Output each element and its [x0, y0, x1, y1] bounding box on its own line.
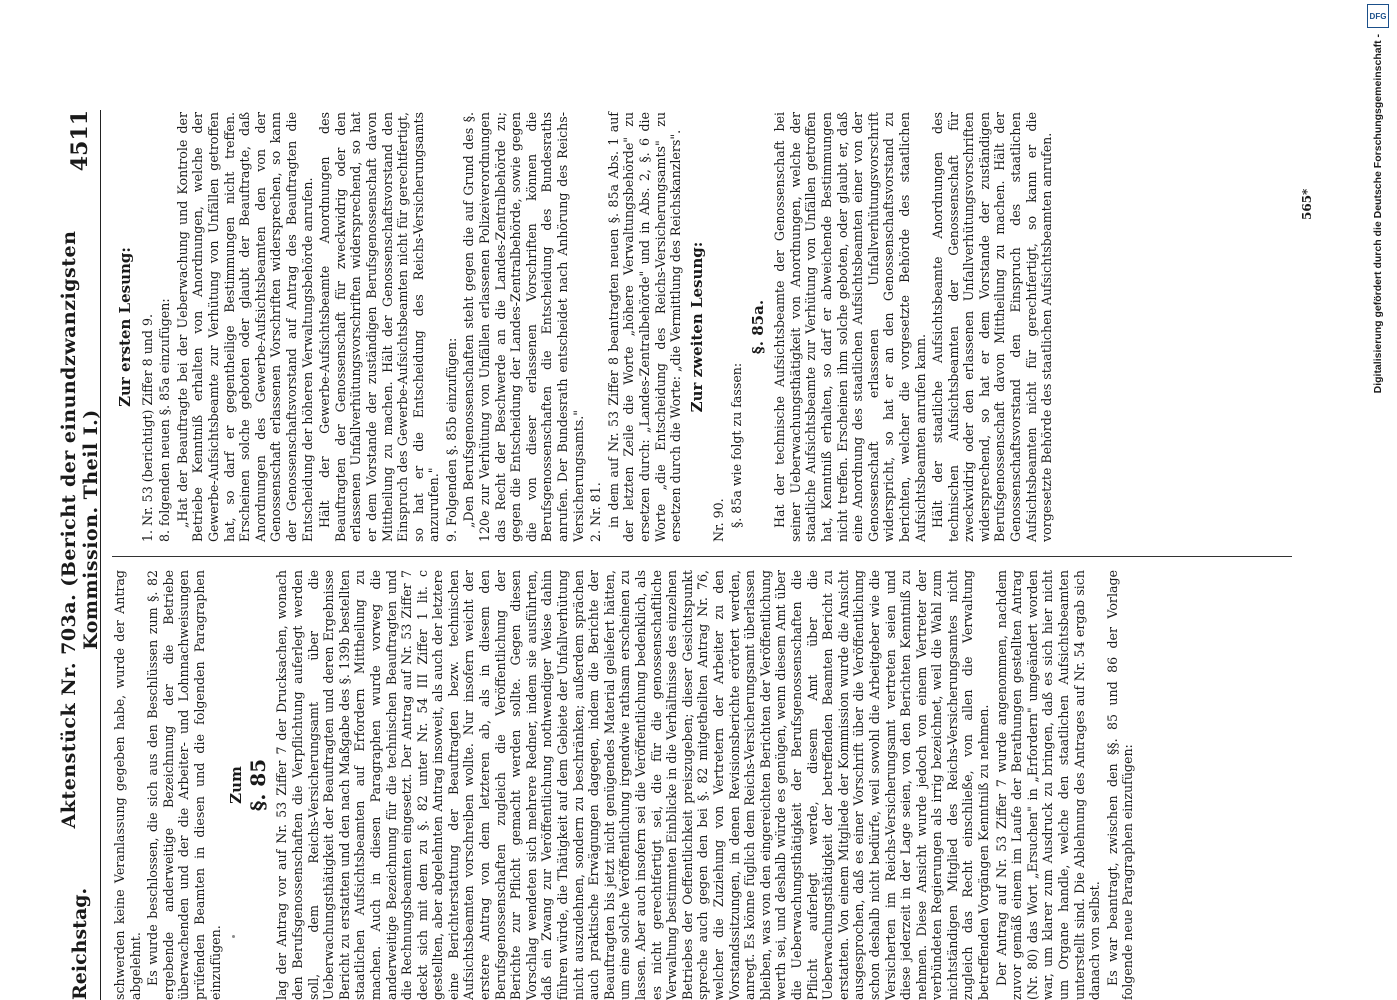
paragraph: „Den Berufsgenossenschaften steht gegen die auf Grund des §. 120e zur Verhütung von Unfällen erlassenen Polizeiverordnungen das Recht der Beschwerde an die Landes-Zentralbehörde zu; gegen die Entscheidung der Landes-Zentralbehörde, sowie gegen die von dieser erlassenen Vorschriften können die Berufsgenossenschaften die Entscheidung des Bundesraths anrufen. Der Bundesrath entscheidet nach Anhörung des Reichs-Versicherungsamts."	[461, 112, 586, 542]
rotated-page	[60, 110, 1350, 1000]
paragraph: in dem auf Nr. 53 Ziffer 8 beantragten neuen §. 85a Abs. 1 auf der letzten Zeile die Worte „höhere Verwaltungsbehörde" zu ersetzen durch: „Landes-Zentralbehörde" und in Abs. 2, §. 6 die Worte „die Entscheidung des Reichs-Versicherungsamts" zu ersetzen durch die Worte: „die Vermittlung des Reichskanzlers".	[605, 112, 684, 542]
page-header	[60, 110, 101, 1000]
digitization-credit: Digitalisierung gefördert durch die Deutsche Forschungsgemeinschaft -	[1372, 34, 1384, 394]
heading-second-reading: Zur zweiten Lesung:	[687, 241, 706, 413]
paragraph: Es wurde beschlossen, die sich aus den Beschlüssen zum §. 82 ergebende anderweitige Bezeichnung der die Betriebe überwachenden und der die Arbeiter- und Lohnnachweisungen prüfenden Beamten in diesen und die folgenden Paragraphen einzufügen.	[145, 570, 223, 1000]
heading-first-reading: Zur ersten Lesung:	[116, 247, 134, 407]
paragraph: Hält der Gewerbe-Aufsichtsbeamte Anordnungen des Beauftragten der Genossenschaft für zweckwidrig oder den erlassenen Unfallverhütungsvorschriften widersprechend, so hat er dem Vorstande der zuständigen Berufsgenossenschaft davon Mittheilung zu machen. Hält der Genossenschaftsvorstand den Einspruch des Gewerbe-Aufsichtsbeamten nicht für gerechtfertigt, so hat er die Entscheidung des Reichs-Versicherungsamts anzurufen."	[317, 112, 442, 542]
dfg-logo: DFG	[1367, 4, 1389, 28]
column-divider	[112, 556, 1292, 557]
list-item: 1. Nr. 53 (berichtigt) Ziffer 8 und 9.	[139, 314, 155, 542]
header-title: Aktenstück Nr. 703a. (Bericht der einundzwanzigsten Kommission. Theil I.)	[58, 230, 102, 829]
list-item: Nr. 90.	[711, 498, 727, 542]
scan-speck	[232, 935, 235, 938]
dfg-sidebar	[1365, 0, 1391, 1000]
footer-mark: 565*	[1300, 188, 1314, 220]
paragraph: Es war beantragt, zwischen den §§. 85 und 86 der Vorlage folgende neue Paragraphen einzufügen:	[1104, 570, 1136, 1000]
paragraph: Der Antrag auf Nr. 53 Ziffer 7 wurde angenommen, nachdem zuvor gemäß einem im Laufe der Berathungen gestellten Antrag (Nr. 80) das Wort „Ersuchen" in „Erfordern" umgeändert worden war, um klarer zum Ausdruck zu bringen, daß es sich hier nicht um Organe handle, welche den staatlichen Aufsichtsbeamten unterstellt sind. Die Ablehnung des Antrages auf Nr. 54 ergab sich danach von selbst.	[993, 570, 1103, 1000]
paragraph: §. 85a wie folgt zu fassen:	[728, 362, 744, 528]
paragraph: lag der Antrag vor auf Nr. 53 Ziffer 7 der Drucksachen, wonach den Berufsgenossenschaften die Verpflichtung auferlegt werden soll, dem Reichs-Versicherungsamt über die Ueberwachungsthätigkeit der Beauftragten und deren Ergebnisse Bericht zu erstatten und den nach Maßgabe des §. 139b bestellten staatlichen Aufsichtsbeamten auf Erfordern Mittheilung zu machen. Auch in diesen Paragraphen wurde vorweg die anderweitige Bezeichnung für die technischen Beauftragten und die Rechnungsbeamten eingesetzt. Der Antrag auf Nr. 53 Ziffer 7 deckt sich mit dem zu §. 82 unter Nr. 54 III Ziffer 1 lit. c gestellten, aber abgelehnten Antrag insoweit, als auch der letztere eine Berichterstattung der Beauftragten bezw. technischen Aufsichtsbeamten vorschreiben wollte. Nur insofern weicht der erstere Antrag von dem letzteren ab, als in diesem den Berufsgenossenschaften zugleich die Veröffentlichung der Berichte zur Pflicht gemacht werden sollte. Gegen diesen Vorschlag wendeten sich mehrere Redner, indem sie ausführten, daß ein Zwang zur Veröffentlichung nothwendiger Weise dahin führen würde, die Thätigkeit auf dem Gebiete der Unfallverhütung nicht auszudehnen, sondern zu beschränken; außerdem sprächen auch praktische Erwägungen dagegen, indem die Berichte der Beauftragten bis jetzt nicht genügendes Material geliefert hätten, um eine solche Veröffentlichung irgendwie rathsam erscheinen zu lassen. Aber auch insofern sei die Veröffentlichung bedenklich, als es nicht gerechtfertigt sei, die für die genossenschaftliche Verwaltung bestimmten Einblicke in die Verhältnisse des einzelnen Betriebes der Oeffentlichkeit preiszugeben; dieser Gesichtspunkt spreche auch gegen den bei §. 82 mitgetheilten Antrag Nr. 76, welcher die Zuziehung von Vertretern der Arbeiter zu den Vorstandssitzungen, in denen Revisionsberichte erörtert werden, anregt. Es könne füglich dem Reichs-Versicherungsamt überlassen bleiben, was von den eingereichten Berichten der Veröffentlichung werth sei, und deshalb würde es genügen, wenn diesem Amt über die Ueberwachungsthätigkeit der Berufsgenossenschaften die Pflicht auferlegt werde, diesem Amt über die Ueberwachungsthätigkeit der betreffenden Beamten Bericht zu erstatten. Von einem Mitgliede der Kommission wurde die Ansicht ausgesprochen, daß es einer Vorschrift über die Veröffentlichung schon deshalb nicht bedürfe, weil sowohl die Arbeitgeber wie die Versicherten im Reichs-Versicherungsamt vertreten seien und diese jederzeit in der Lage seien, von den Berichten Kenntniß zu nehmen. Diese Ansicht wurde jedoch von einem Vertreter der verbündeten Regierungen als irrig bezeichnet, weil die Wahl zum nichtständigen Mitglied des Reichs-Versicherungsamtes nicht zugleich das Recht einschließe, von allen die Verwaltung betreffenden Vorgängen Kenntniß zu nehmen.	[274, 570, 992, 1000]
header-left: Reichstag.	[69, 887, 91, 1000]
section-heading: §. 85	[245, 758, 270, 812]
right-column	[112, 112, 1057, 542]
list-item: 8. folgenden neuen §. 85a einzufügen:	[157, 298, 173, 542]
list-item: 9. Folgenden §. 85b einzufügen:	[443, 337, 459, 542]
left-column	[112, 570, 1138, 1000]
heading-zum: Zum	[227, 766, 246, 804]
paragraph: schwerden keine Veranlassung gegeben habe, wurde der Antrag abgelehnt.	[112, 570, 143, 1000]
paragraph: Hat der technische Aufsichtsbeamte der Genossenschaft bei seiner Ueberwachungsthätigkeit von Anordnungen, welche der staatliche Aufsichtsbeamte zur Verhütung von Unfällen getroffen hat, Kenntniß erhalten, so darf er abweichende Bestimmungen nicht treffen. Erscheinen ihm solche geboten, oder glaubt er, daß eine Anordnung des staatlichen Aufsichtsbeamten einer von der Genossenschaft erlassenen Unfallverhütungsvorschrift widerspricht, so hat er an den Genossenschaftsvorstand zu berichten, welcher die vorgesetzte Behörde des staatlichen Aufsichtsbeamten anrufen kann.	[772, 112, 928, 542]
paragraph: „Hat der Beauftragte bei der Ueberwachung und Kontrole der Betriebe Kenntniß erhalten von Anordnungen, welche der Gewerbe-Aufsichtsbeamte zur Verhütung von Unfällen getroffen hat, so darf er gegentheilige Bestimmungen nicht treffen. Erscheinen solche geboten oder glaubt der Beauftragte, daß Anordnungen des Gewerbe-Aufsichtsbeamten den von der Genossenschaft erlassenen Vorschriften widersprechen, so kann der Genossenschaftsvorstand auf Antrag des Beauftragten die Entscheidung der höheren Verwaltungsbehörde anrufen.	[174, 112, 315, 542]
list-item: 2. Nr. 81.	[588, 482, 604, 542]
section-85a: §. 85a.	[748, 299, 767, 355]
page-number: 4511	[67, 110, 93, 172]
paragraph: Hält der staatliche Aufsichtsbeamte Anordnungen des technischen Aufsichtsbeamten der Genossenschaft für zweckwidrig oder den erlassenen Unfallverhütungsvorschriften widersprechend, so hat er dem Vorstande der zuständigen Berufsgenossenschaft davon Mittheilung zu machen. Hält der Genossenschaftsvorstand den Einspruch des staatlichen Aufsichtsbeamten nicht für gerechtfertigt, so kann er die vorgesetzte Behörde des staatlichen Aufsichtsbeamten anrufen.	[930, 112, 1055, 542]
